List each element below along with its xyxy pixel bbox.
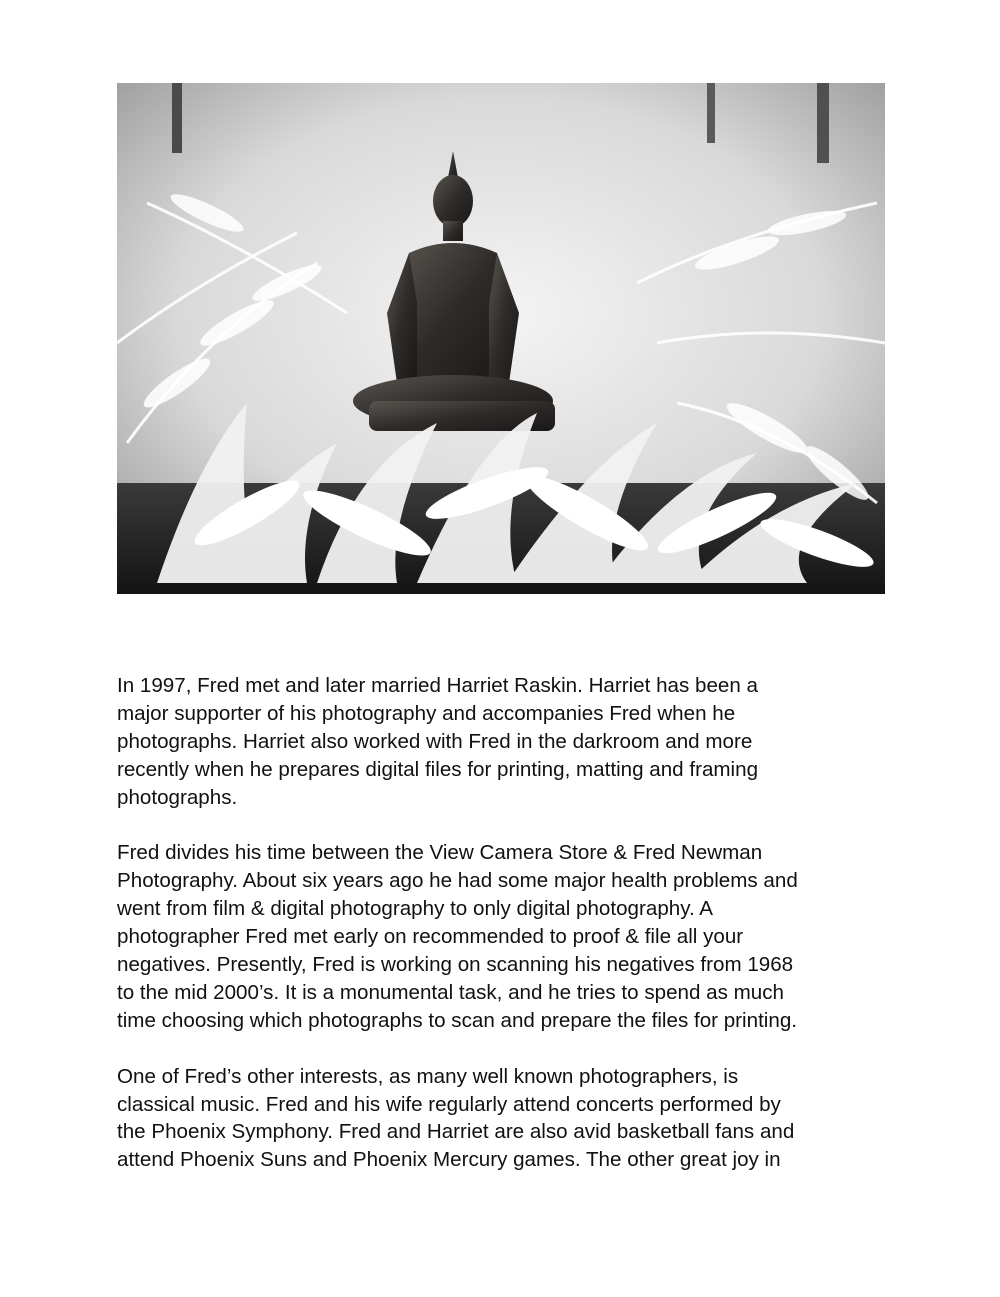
paragraph-marriage: In 1997, Fred met and later married Harriet Raskin. Harriet has been a major supporter of his photography and accompanies Fred when he photographs. Harriet also worked with Fred in the darkroom and more recently when he prepares digital files for printing, matting and framing photographs. — [117, 674, 759, 809]
paragraph-work: Fred divides his time between the View Camera Store & Fred Newman Photography. About six years ago he had some major health problems and went from film & digital photography to only digital photography. A photographer Fred met early on recommended to proof & file all your negatives. Presently, Fred is working on scanning his negatives from 1968 to the mid 2000’s. It is a monumental task, and he tries to spend as much time choosing which photographs to scan and prepare the files for printing. — [117, 841, 798, 1032]
buddha-statue-photo — [117, 83, 885, 594]
body-text — [117, 672, 892, 1202]
paragraph-interests: One of Fred’s other interests, as many well known photographers, is classical music. Fred and his wife regularly attend concerts performed by the Phoenix Symphony. Fred and Harriet are also avid basketball fans and attend Phoenix Suns and Phoenix Mercury games. The other great joy in — [117, 1064, 795, 1172]
